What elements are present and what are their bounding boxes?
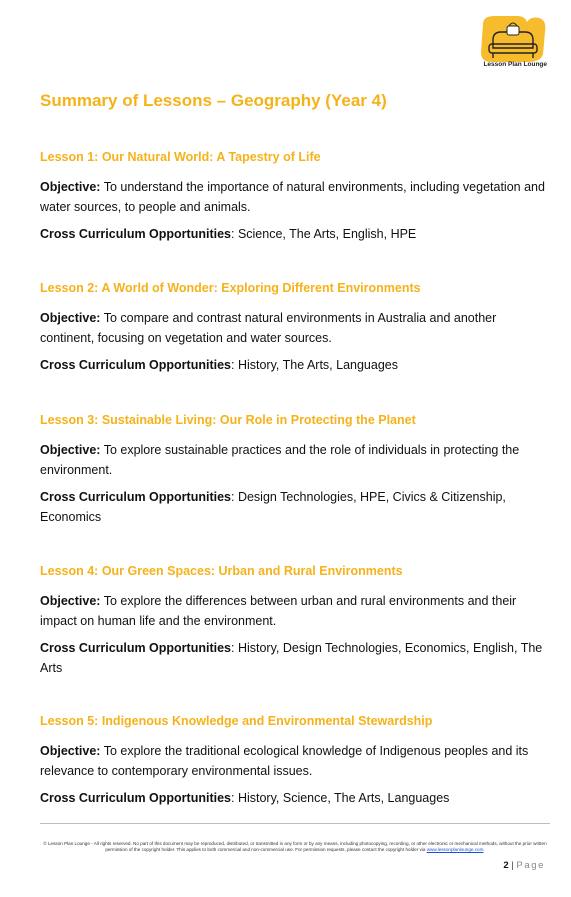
objective-label: Objective: (40, 594, 101, 608)
cross-curriculum-text: : History, The Arts, Languages (231, 358, 398, 372)
lesson-item (40, 413, 552, 564)
lesson-list (40, 150, 552, 817)
logo-text: Lesson Plan Lounge (483, 61, 547, 68)
lesson-title: Lesson 3: Sustainable Living: Our Role in Protecting the Planet (40, 413, 416, 427)
cross-curriculum-text: : Design Technologies, HPE, Civics & Citizenship, Economics (40, 490, 506, 524)
cross-curriculum-label: Cross Curriculum Opportunities (40, 490, 231, 504)
cross-curriculum-text: : Science, The Arts, English, HPE (231, 227, 417, 241)
objective-text: To understand the importance of natural environments, including vegetation and water sources, to people and animals. (40, 180, 545, 214)
page-label: Page (516, 860, 545, 871)
cross-curriculum-text: : History, Science, The Arts, Languages (231, 791, 450, 805)
lesson-objective (40, 178, 552, 217)
page-number-value: 2 (503, 860, 509, 871)
cross-curriculum-label: Cross Curriculum Opportunities (40, 641, 231, 655)
lesson-item (40, 564, 552, 714)
footer-copyright (40, 841, 550, 854)
page-number (503, 860, 545, 871)
lesson-cross-curriculum (40, 225, 552, 245)
lesson-objective (40, 441, 552, 480)
lesson-item (40, 714, 552, 809)
lesson-title: Lesson 1: Our Natural World: A Tapestry of Life (40, 150, 321, 164)
objective-text: To explore the differences between urban and rural environments and their impact on human life and the environment. (40, 594, 517, 628)
objective-label: Objective: (40, 744, 101, 758)
cross-curriculum-label: Cross Curriculum Opportunities (40, 791, 231, 805)
objective-label: Objective: (40, 443, 101, 457)
lesson-item (40, 281, 552, 413)
objective-text: To compare and contrast natural environments in Australia and another continent, focusing on vegetation and water sources. (40, 311, 497, 345)
lesson-cross-curriculum (40, 488, 552, 527)
page-title: Summary of Lessons – Geography (Year 4) (40, 91, 387, 110)
lesson-title: Lesson 2: A World of Wonder: Exploring Different Environments (40, 281, 421, 295)
objective-label: Objective: (40, 311, 101, 325)
lesson-cross-curriculum (40, 789, 552, 809)
cross-curriculum-label: Cross Curriculum Opportunities (40, 358, 231, 372)
link-suffix: . (483, 847, 485, 853)
lesson-cross-curriculum (40, 639, 552, 678)
lesson-cross-curriculum (40, 356, 552, 376)
lesson-title: Lesson 5: Indigenous Knowledge and Environmental Stewardship (40, 714, 433, 728)
cross-curriculum-text: : History, Design Technologies, Economics, English, The Arts (40, 641, 543, 675)
page-number-separator: | (508, 860, 517, 871)
lesson-objective (40, 309, 552, 348)
lesson-item (40, 150, 552, 281)
objective-text: To explore sustainable practices and the role of individuals in protecting the environment. (40, 443, 520, 477)
lesson-objective (40, 742, 552, 781)
lesson-title: Lesson 4: Our Green Spaces: Urban and Rural Environments (40, 564, 403, 578)
cross-curriculum-label: Cross Curriculum Opportunities (40, 227, 231, 241)
objective-label: Objective: (40, 180, 101, 194)
website-link[interactable]: www.lessonplanlounge.com (426, 847, 484, 853)
objective-text: To explore the traditional ecological knowledge of Indigenous peoples and its relevance to contemporary environmental issues. (40, 744, 529, 778)
copyright-text: © Lesson Plan Lounge - All rights reserved. No part of this document may be reproduced, distributed, or transmitted in any form or by any means, including photocopying, recording, or other electronic or mechanical methods, without the prior written permission of the copyright holder. This applies to both commercial and non-commercial use. For permission requests, please contact the copyright holder via (43, 841, 547, 853)
lesson-objective (40, 592, 552, 631)
footer-divider (40, 823, 550, 824)
